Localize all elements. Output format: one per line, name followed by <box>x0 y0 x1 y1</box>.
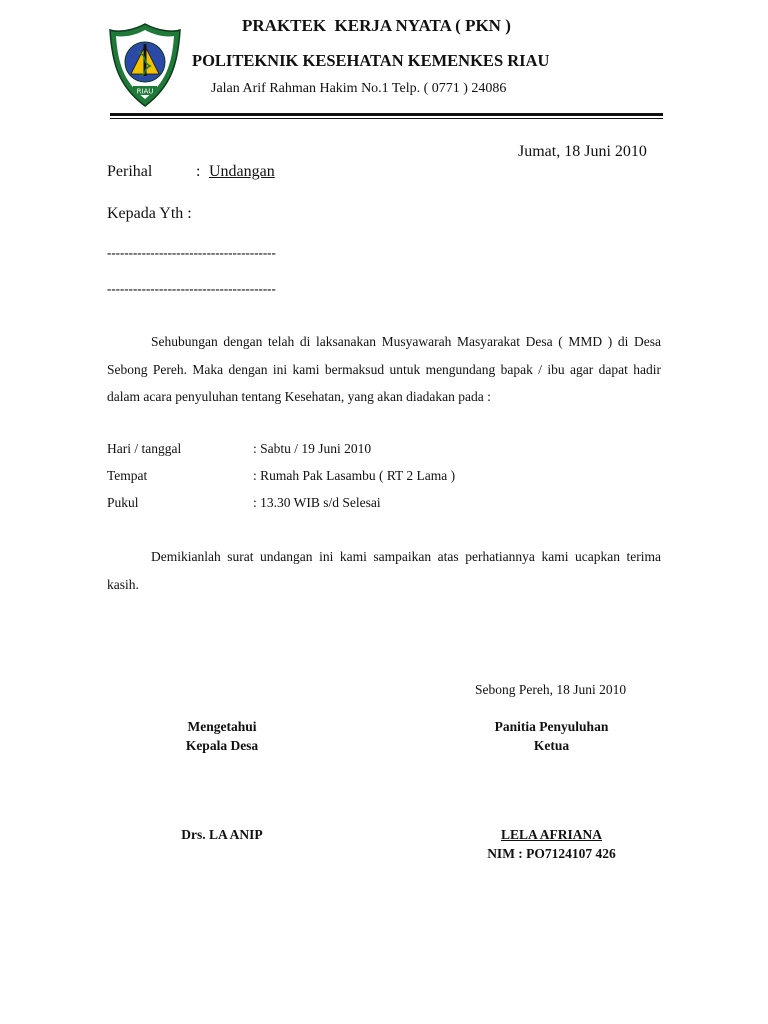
detail-value-place: : Rumah Pak Lasambu ( RT 2 Lama ) <box>253 468 456 483</box>
institution-logo <box>108 22 182 108</box>
header-address: Jalan Arif Rahman Hakim No.1 Telp. ( 0771 ) 24086 <box>211 81 507 96</box>
body-paragraph-2-text: Demikianlah surat undangan ini kami sampaikan atas perhatiannya kami ucapkan terima kasih. <box>107 549 661 592</box>
subject-value: Undangan <box>209 163 275 180</box>
detail-value-date: : Sabtu / 19 Juni 2010 <box>253 441 372 456</box>
detail-value-time: : 13.30 WIB s/d Selesai <box>253 495 381 510</box>
header-institution-name: POLITEKNIK KESEHATAN KEMENKES RIAU <box>192 51 550 70</box>
subject-colon: : <box>196 163 201 180</box>
signature-right-block <box>470 825 633 863</box>
signature-left-name: Drs. LA ANIP <box>181 827 263 842</box>
svg-text:RIAU: RIAU <box>136 87 154 96</box>
recipient-blank-line-2: --------------------------------------- <box>107 281 276 296</box>
header-divider-thick <box>110 113 663 116</box>
signature-right-titles <box>470 717 633 755</box>
signature-right-nim: NIM : PO7124107 426 <box>487 846 616 861</box>
detail-label-place: Tempat <box>107 468 148 483</box>
body-paragraph-2 <box>107 543 661 598</box>
signature-right-title-2: Ketua <box>533 738 570 753</box>
detail-label-date: Hari / tanggal <box>107 441 182 456</box>
body-paragraph-1-text: Sehubungan dengan telah di laksanakan Musyawarah Masyarakat Desa ( MMD ) di Desa Sebong Pereh. Maka dengan ini kami bermaksud untuk mengundang bapak / ibu agar dapat hadir dalam acara penyuluhan tentang Kesehatan, yang akan diadakan pada : <box>107 334 661 404</box>
detail-label-time: Pukul <box>107 495 139 510</box>
recipient-blank-line-1: --------------------------------------- <box>107 245 276 260</box>
body-paragraph-1 <box>107 328 661 411</box>
subject-label: Perihal <box>107 163 153 180</box>
signature-left-title-1: Mengetahui <box>187 719 257 734</box>
signature-right-title-1: Panitia Penyuluhan <box>494 719 609 734</box>
header-program-title: PRAKTEK KERJA NYATA ( PKN ) <box>242 16 511 35</box>
recipient-label: Kepada Yth : <box>107 205 192 222</box>
signature-right-name: LELA AFRIANA <box>501 827 602 842</box>
signature-left-title-2: Kepala Desa <box>185 738 259 753</box>
letter-date: Jumat, 18 Juni 2010 <box>518 143 647 160</box>
sign-place-date: Sebong Pereh, 18 Juni 2010 <box>475 682 627 697</box>
header-divider-thin <box>110 118 663 119</box>
signature-left-titles <box>142 717 302 755</box>
